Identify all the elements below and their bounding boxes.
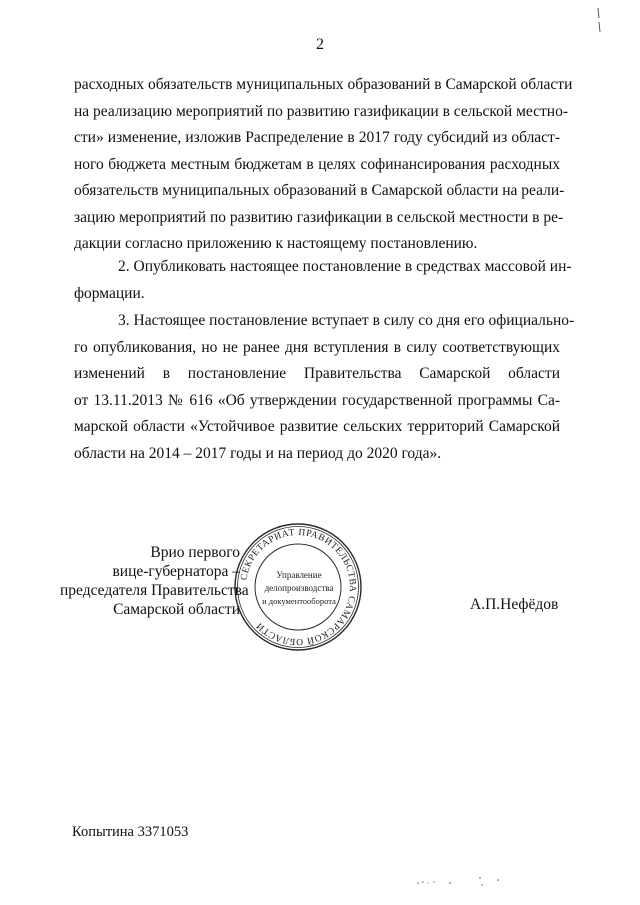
paragraph-line: от 13.11.2013 № 616 «Об утверждении государственной программы Са- <box>74 391 560 409</box>
signatory-title-line: председателя Правительства <box>60 582 249 599</box>
signatory-title <box>60 543 249 619</box>
paragraph-3 <box>74 308 575 467</box>
page-number: 2 <box>316 36 324 53</box>
paragraph-2 <box>74 254 572 307</box>
signatory-title-line: Самарской области <box>113 601 240 618</box>
paragraph-line: обязательств муниципальных образований в Самарской области на реали- <box>74 182 565 199</box>
scan-mark <box>592 6 606 36</box>
signatory-title-line: вице-губернатора – <box>112 563 240 580</box>
paragraph-line: расходных обязательств муниципальных образований в Самарской области <box>74 76 573 93</box>
stamp-ring-text: СЕКРЕТАРИАТ ПРАВИТЕЛЬСТВА САМАРСКОЙ ОБЛАСТИ <box>239 527 358 647</box>
paragraph-line: 3. Настоящее постановление вступает в силу со дня его официально- <box>118 312 575 329</box>
stamp-inner-line: Управление <box>276 570 322 580</box>
paragraph-line: формации. <box>74 284 145 302</box>
stamp-inner-line: и документооборота <box>262 596 336 606</box>
scan-specks <box>410 872 520 892</box>
executor-note: Копытина 3371053 <box>72 824 189 840</box>
paragraph-line: зацию мероприятий по развитию газификации в сельской местности в ре- <box>74 208 564 226</box>
paragraph-line: го опубликования, но не ранее дня вступления в силу соответствующих <box>74 338 560 356</box>
paragraph-1 <box>74 72 573 258</box>
signatory-title-line: Врио первого <box>150 544 240 561</box>
paragraph-line: изменений в постановление Правительства Самарской области <box>74 365 560 382</box>
paragraph-line: на реализацию мероприятий по развитию газификации в сельской местно- <box>74 102 569 120</box>
stamp-inner-line: делопроизводства <box>264 583 334 593</box>
signatory-name: А.П.Нефёдов <box>470 596 559 613</box>
paragraph-line: сти» изменение, изложив Распределение в 2017 году субсидий из област- <box>74 129 560 146</box>
paragraph-line: области на 2014 – 2017 годы и на период до 2020 года». <box>74 444 442 462</box>
paragraph-line: ного бюджета местным бюджетам в целях софинансирования расходных <box>74 155 560 173</box>
paragraph-line: дакции согласно приложению к настоящему постановлению. <box>74 235 478 252</box>
official-stamp <box>233 522 363 652</box>
paragraph-line: 2. Опубликовать настоящее постановление в средствах массовой ин- <box>118 258 572 275</box>
paragraph-line: марской области «Устойчивое развитие сельских территорий Самарской <box>74 418 560 435</box>
